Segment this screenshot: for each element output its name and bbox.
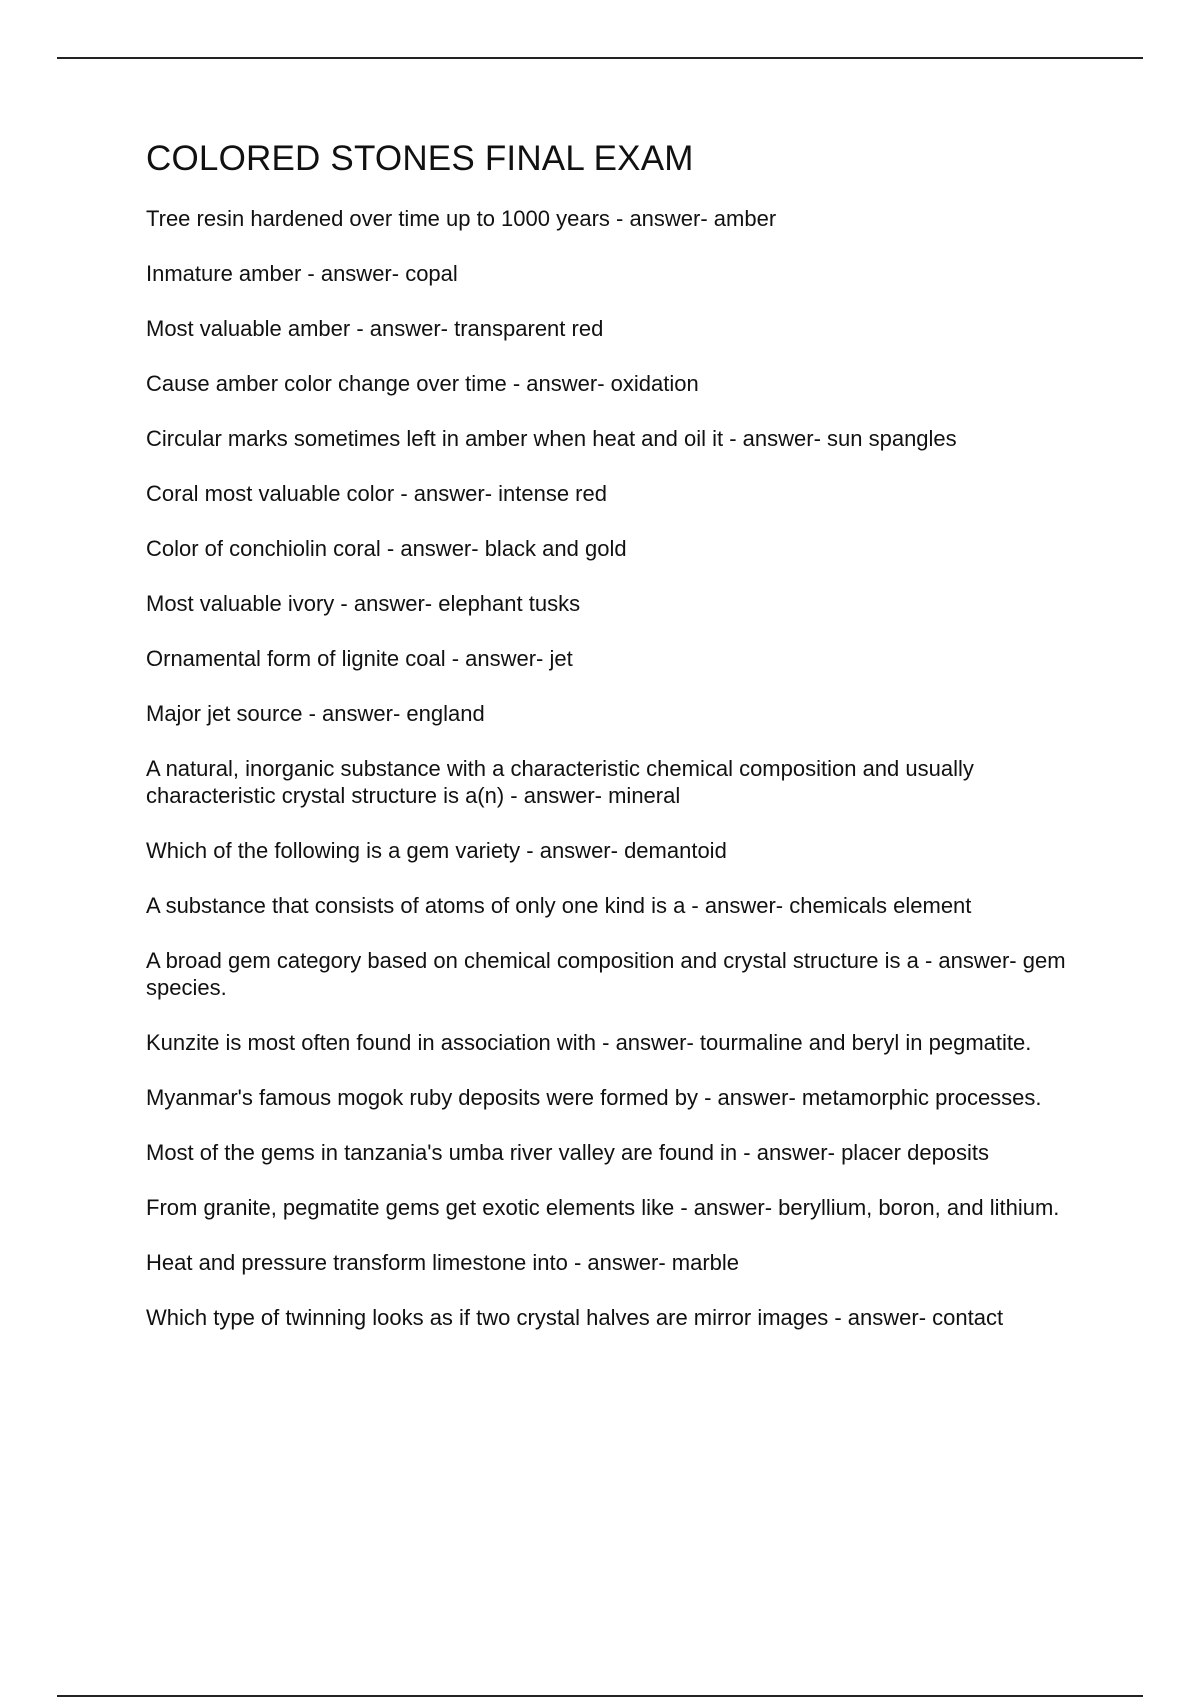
qa-item: Which type of twinning looks as if two crystal halves are mirror images - answer- contact — [146, 1305, 1004, 1330]
qa-item: Most of the gems in tanzania's umba river valley are found in - answer- placer deposits — [146, 1140, 990, 1165]
qa-item: Most valuable amber - answer- transparent red — [146, 316, 604, 341]
qa-item: Coral most valuable color - answer- intense red — [146, 481, 607, 506]
qa-item: Heat and pressure transform limestone into - answer- marble — [146, 1250, 740, 1275]
qa-item: Circular marks sometimes left in amber when heat and oil it - answer- sun spangles — [146, 426, 957, 451]
qa-item: Which of the following is a gem variety - answer- demantoid — [146, 838, 727, 863]
qa-item: A natural, inorganic substance with a characteristic chemical composition and usually characteristic crystal structure is a(n) - answer- mineral — [146, 756, 974, 808]
qa-item: Most valuable ivory - answer- elephant tusks — [146, 591, 581, 616]
qa-item: Inmature amber - answer- copal — [146, 261, 458, 286]
qa-item: Color of conchiolin coral - answer- black and gold — [146, 536, 627, 561]
qa-item: Kunzite is most often found in association with - answer- tourmaline and beryl in pegmatite. — [146, 1030, 1032, 1055]
document-body — [146, 138, 1096, 1359]
qa-item: Myanmar's famous mogok ruby deposits were formed by - answer- metamorphic processes. — [146, 1085, 1042, 1110]
qa-item: Tree resin hardened over time up to 1000 years - answer- amber — [146, 206, 777, 231]
qa-item: Cause amber color change over time - answer- oxidation — [146, 371, 699, 396]
qa-item: Major jet source - answer- england — [146, 701, 485, 726]
qa-item: A substance that consists of atoms of only one kind is a - answer- chemicals element — [146, 893, 972, 918]
qa-item: From granite, pegmatite gems get exotic elements like - answer- beryllium, boron, and lithium. — [146, 1195, 1060, 1220]
qa-list — [146, 205, 1096, 1331]
top-divider — [57, 57, 1143, 59]
qa-item: A broad gem category based on chemical composition and crystal structure is a - answer- gem species. — [146, 948, 1066, 1000]
page-title: COLORED STONES FINAL EXAM — [146, 139, 694, 178]
qa-item: Ornamental form of lignite coal - answer- jet — [146, 646, 573, 671]
bottom-divider — [57, 1695, 1143, 1697]
